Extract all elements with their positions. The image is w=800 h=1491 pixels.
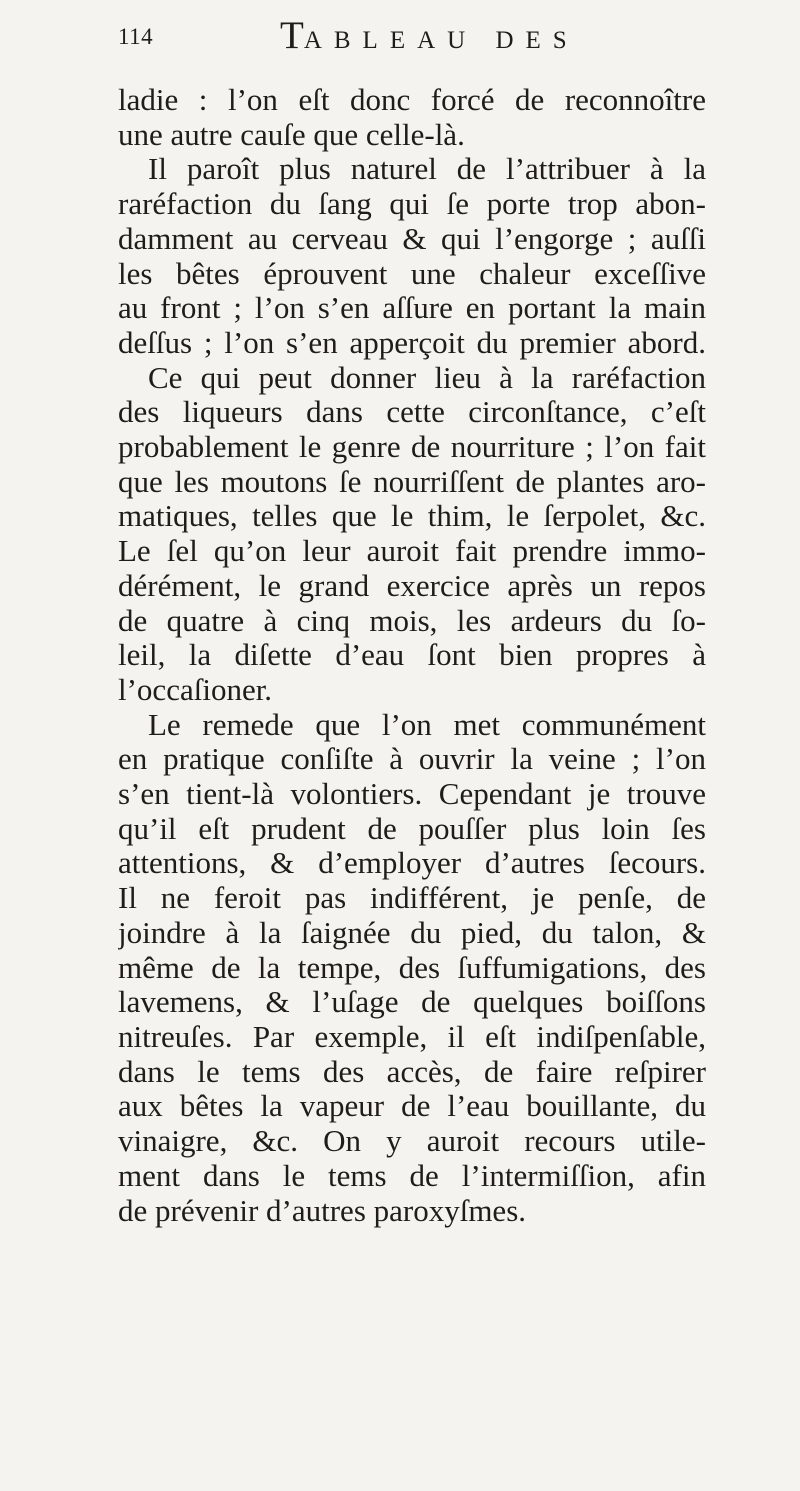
text-line: de prévenir d’autres paroxyſmes. [118,1193,527,1228]
text-line: au front ; l’on s’en aſſure en portant la main [118,291,706,326]
text-line: damment au cerveau & qui l’engorge ; auſſi [118,221,706,256]
text-line: dans le tems des accès, de faire reſpirer [118,1054,706,1089]
text-line: Le ſel qu’on leur auroit fait prendre immo- [118,534,706,569]
text-line: qu’il eſt prudent de pouſſer plus loin ſes [118,811,706,846]
text-line: des liqueurs dans cette circonſtance, c’eſt [118,395,706,430]
text-line: Il ne feroit pas indifférent, je penſe, de [118,881,706,916]
body-text [118,83,706,1228]
text-line: Ce qui peut donner lieu à la raréfaction [148,360,706,395]
page-number: 114 [118,24,154,49]
text-line: joindre à la ſaignée du pied, du talon, & [118,915,706,950]
text-line: aux bêtes la vapeur de l’eau bouillante, du [118,1089,706,1124]
running-head-capital: T [280,14,304,57]
running-head [280,16,579,55]
text-line: attentions, & d’employer d’autres ſecours. [118,846,706,881]
text-line: s’en tient-là volontiers. Cependant je trouve [118,777,706,812]
text-line: les bêtes éprouvent une chaleur exceſſive [118,256,706,291]
text-line: ment dans le tems de l’intermiſſion, afin [118,1158,706,1193]
running-head-rest: ABLEAU DES [303,27,579,54]
text-line: une autre cauſe que celle-là. [118,117,465,152]
text-line: probablement le genre de nourriture ; l’on fait [118,430,706,465]
text-line: Le remede que l’on met communément [148,707,706,742]
text-line: matiques, telles que le thim, le ſerpolet, &c. [118,499,706,534]
page-header [118,16,678,68]
text-line: que les moutons ſe nourriſſent de plantes aro- [118,464,706,499]
text-line: de quatre à cinq mois, les ardeurs du ſo- [118,603,706,638]
text-line: leil, la diſette d’eau ſont bien propres à [118,638,706,673]
text-line: Il paroît plus naturel de l’attribuer à la [148,152,706,187]
text-line: dérément, le grand exercice après un repos [118,568,706,603]
text-line: en pratique conſiſte à ouvrir la veine ; l’on [118,742,706,777]
text-line: nitreuſes. Par exemple, il eſt indiſpenſable, [118,1019,706,1054]
text-line: raréfaction du ſang qui ſe porte trop abon- [118,187,706,222]
text-line: lavemens, & l’uſage de quelques boiſſons [118,985,706,1020]
text-line: l’occaſioner. [118,672,273,707]
text-line: deſſus ; l’on s’en apperçoit du premier abord. [118,325,706,360]
text-line: même de la tempe, des ſuffumigations, des [118,950,706,985]
text-line: ladie : l’on eſt donc forcé de reconnoître [118,83,706,117]
text-line: vinaigre, &c. On y auroit recours utile- [118,1124,706,1159]
